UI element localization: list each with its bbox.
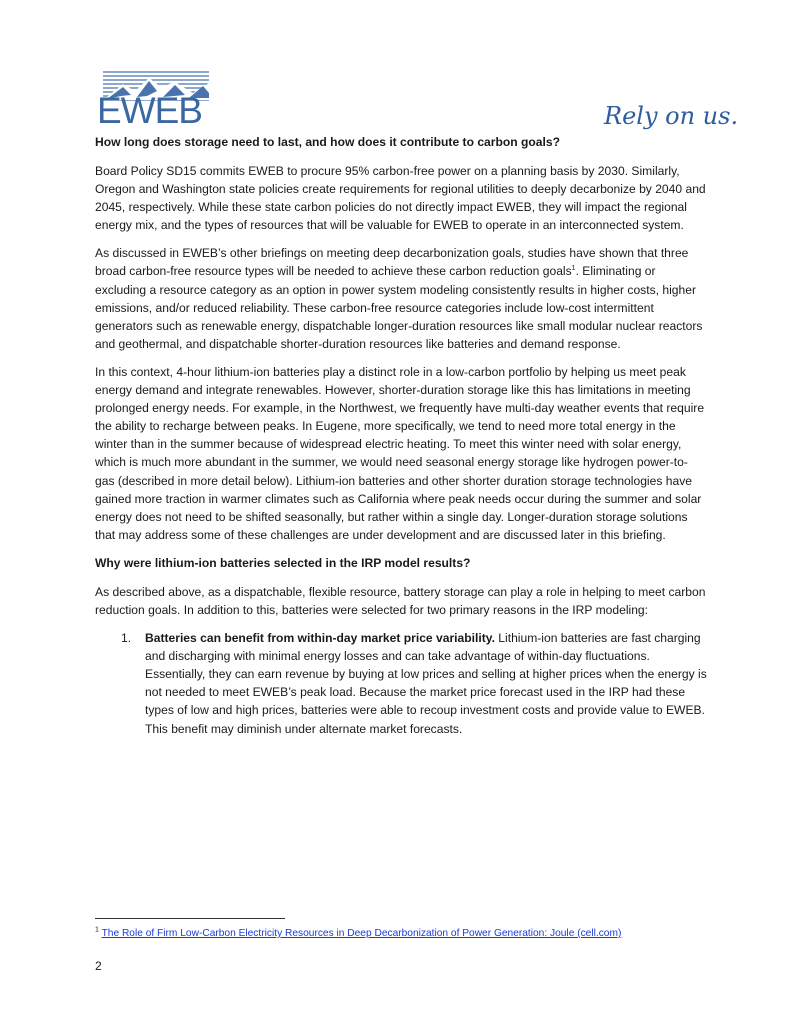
footnote-number: 1: [95, 926, 99, 934]
list-item-number: 1.: [121, 631, 132, 646]
list-item-bold-lead: Batteries can benefit from within-day market price variability.: [145, 631, 495, 646]
list-item: [108, 629, 707, 738]
reasons-list: [95, 629, 707, 738]
paragraph-decarbonization-part1: As discussed in EWEB’s other briefings on meeting deep decarbonization goals, studies have shown that three broad carbon-free resource types will be needed to achieve these carbon reduction goals: [95, 246, 689, 279]
page-number: 2: [95, 959, 102, 973]
document-body: [95, 133, 707, 738]
footnote: [95, 928, 621, 939]
footnote-ref[interactable]: 1: [571, 265, 576, 273]
footnote-divider: [95, 918, 285, 919]
paragraph-decarbonization: [95, 244, 707, 353]
list-item-text: Lithium-ion batteries are fast charging and discharging with minimal energy losses and can take advantage of within-day fluctuations. Essentially, they can earn revenue by buying at low prices and selling at higher prices when the energy is not needed to meet EWEB’s peak load. Because the market price forecast used in the IRP had these types of low and high prices, batteries were able to recoup investment costs and provide value to EWEB. This benefit may diminish under alternate market forecasts.: [145, 631, 707, 736]
section-heading-storage-duration: How long does storage need to last, and how does it contribute to carbon goals?: [95, 135, 560, 149]
eweb-logo-text: EWEB: [97, 90, 202, 131]
paragraph-dispatchable-resource: As described above, as a dispatchable, flexible resource, battery storage can play a role in helping to meet carbon reduction goals. In addition to this, batteries were selected for two primary reasons in the IRP modeling:: [95, 584, 706, 617]
rely-on-us-tagline: Rely on us.: [604, 102, 739, 130]
section-heading-lithium-ion-selection: Why were lithium-ion batteries selected in the IRP model results?: [95, 555, 471, 570]
footnote-link[interactable]: The Role of Firm Low-Carbon Electricity Resources in Deep Decarbonization of Power Generation: Joule (cell.com): [101, 928, 622, 939]
paragraph-board-policy: Board Policy SD15 commits EWEB to procure 95% carbon-free power on a planning basis by 2030. Similarly, Oregon and Washington state policies create requirements for regional utilities to deeply decarbonize by 2040 and 2045, respectively. While these state carbon policies do not directly impact EWEB, they will impact the regional energy mix, and the types of resources that will be valuable for EWEB to operate in an interconnected system.: [95, 164, 706, 233]
paragraph-decarbonization-part2: . Eliminating or excluding a resource category as an option in power system modeling consistently results in higher costs, higher emissions, and/or reduced reliability. These carbon-free resource categories include low-cost intermittent generators such as renewable energy, dispatchable longer-duration resources like small modular nuclear reactors and geothermal, and dispatchable shorter-duration resources like batteries and demand response.: [95, 264, 703, 351]
paragraph-lithium-ion-context: In this context, 4-hour lithium-ion batteries play a distinct role in a low-carbon portfolio by helping us meet peak energy demand and integrate renewables. However, shorter-duration storage like this has limitations in meeting prolonged energy needs. For example, in the Northwest, we frequently have multi-day weather events that require the ability to recharge between peaks. In Eugene, more specifically, we tend to need more total energy in the winter than in the summer because of widespread electric heating. To meet this winter need with solar energy, which is much more abundant in the summer, we would need seasonal energy storage like hydrogen power-to-gas (described in more detail below). Lithium-ion batteries and other shorter duration storage technologies have gained more traction in warmer climates such as California where peak needs occur during the summer and solar energy does not need to be shifted seasonally, but rather within a single day. Longer-duration storage solutions that may address some of these challenges are under development and are discussed later in this briefing.: [95, 364, 705, 542]
